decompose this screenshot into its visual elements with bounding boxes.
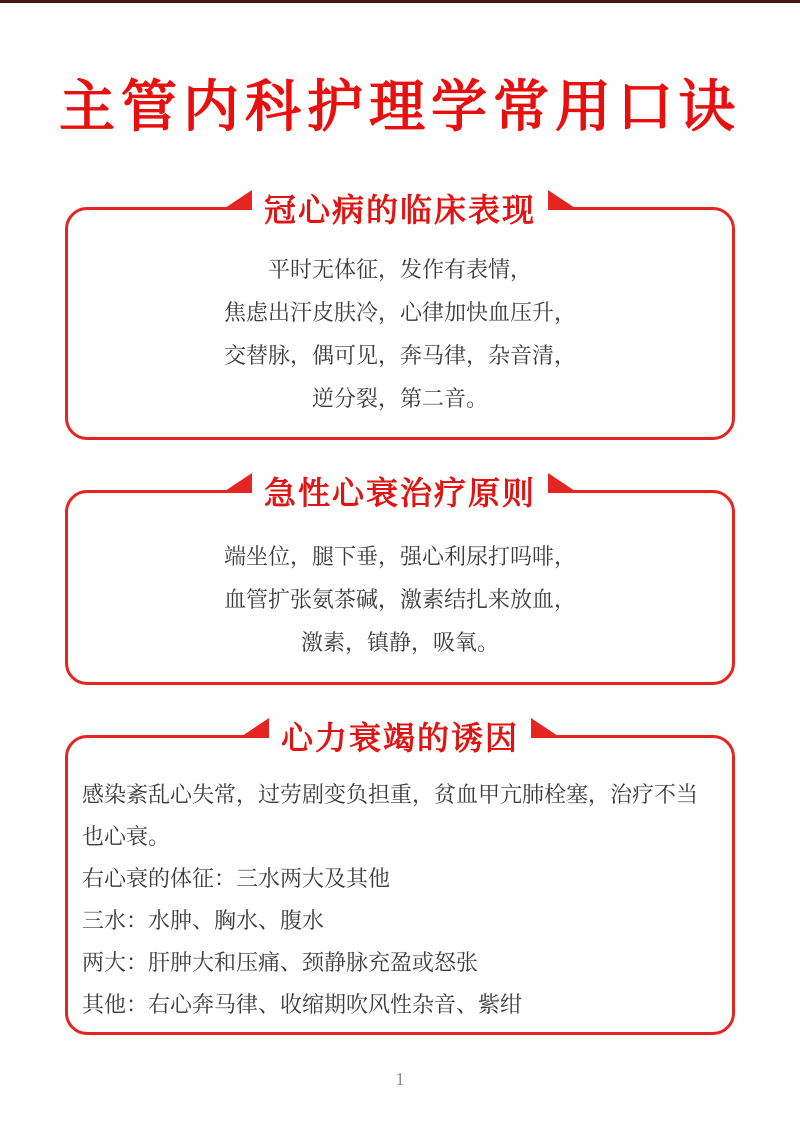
banner-left-triangle-icon xyxy=(239,718,269,738)
section-heart-failure-triggers xyxy=(65,720,735,1035)
mnemonic-line: 感染紊乱心失常，过劳剧变负担重，贫血甲亢肺栓塞，治疗不当也心衰。 xyxy=(82,782,699,849)
mnemonic-line: 焦虑出汗皮肤冷，心律加快血压升， xyxy=(223,300,576,325)
mnemonic-line: 平时无体征，发作有表情， xyxy=(267,257,532,282)
page-number: 1 xyxy=(395,1069,405,1089)
mnemonic-line: 血管扩张氨茶碱，激素结扎来放血， xyxy=(223,587,576,612)
mnemonic-line: 两大：肝肿大和压痛、颈静脉充盈或怒张 xyxy=(82,950,479,975)
mnemonic-line: 逆分裂，第二音。 xyxy=(311,386,488,411)
mnemonic-line: 三水：水肿、胸水、腹水 xyxy=(82,908,325,933)
mnemonic-line: 其他：右心奔马律、收缩期吹风性杂音、紫绀 xyxy=(82,992,523,1017)
section-coronary-heart-disease xyxy=(65,192,735,440)
banner-right-triangle-icon xyxy=(548,473,578,493)
section-title: 急性心衰治疗原则 xyxy=(252,470,548,516)
mnemonic-line: 右心衰的体征：三水两大及其他 xyxy=(82,866,391,891)
section-body xyxy=(68,210,732,436)
mnemonic-line: 激素，镇静，吸氧。 xyxy=(300,630,499,655)
section-acute-heart-failure-treatment xyxy=(65,475,735,685)
section-body xyxy=(68,493,732,680)
banner-right-triangle-icon xyxy=(548,190,578,210)
banner-left-triangle-icon xyxy=(222,473,252,493)
mnemonic-line: 交替脉，偶可见，奔马律，杂音清， xyxy=(223,343,576,368)
banner-right-triangle-icon xyxy=(531,718,561,738)
mnemonic-line: 端坐位，腿下垂，强心利尿打吗啡， xyxy=(223,544,576,569)
banner-left-triangle-icon xyxy=(222,190,252,210)
section-title: 冠心病的临床表现 xyxy=(252,187,548,233)
top-edge-bar xyxy=(0,0,800,3)
section-body xyxy=(68,738,732,1038)
section-title: 心力衰竭的诱因 xyxy=(269,715,531,761)
page-title: 主管内科护理学常用口诀 xyxy=(59,75,741,138)
